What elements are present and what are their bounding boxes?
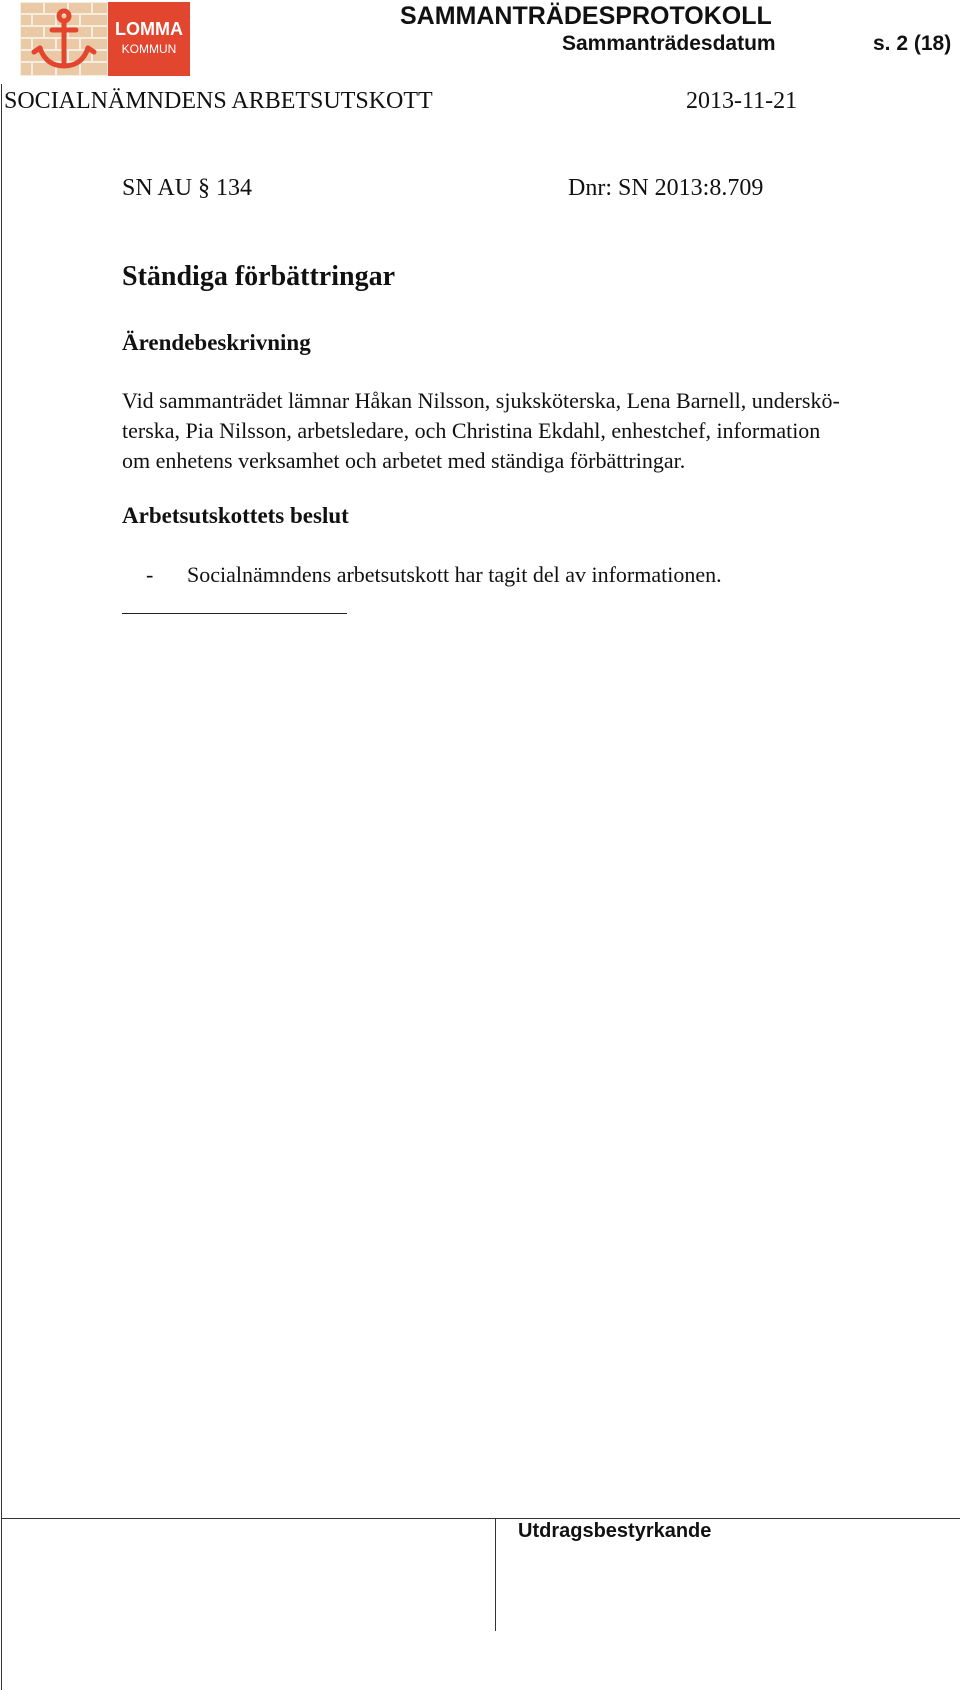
logo-line2: KOMMUN xyxy=(121,42,177,56)
description-line: om enhetens verksamhet och arbetet med ständiga förbättringar. xyxy=(122,448,686,473)
description-line: Vid sammanträdet lämnar Håkan Nilsson, sjuksköterska, Lena Barnell, underskö- xyxy=(122,388,840,413)
document-type: SAMMANTRÄDESPROTOKOLL xyxy=(400,2,772,30)
certification-label: Utdragsbestyrkande xyxy=(518,1520,712,1542)
footer-divider xyxy=(1,1518,960,1519)
diary-number: Dnr: SN 2013:8.709 xyxy=(568,175,764,201)
page-number: s. 2 (18) xyxy=(873,32,952,55)
description-heading: Ärendebeskrivning xyxy=(122,330,311,355)
item-title: Ständiga förbättringar xyxy=(122,261,395,292)
decision-bullet: - xyxy=(146,562,154,587)
left-margin-line xyxy=(1,84,2,1690)
decision-heading: Arbetsutskottets beslut xyxy=(122,503,349,528)
section-end-rule xyxy=(122,613,347,614)
decision-item: Socialnämndens arbetsutskott har tagit del av informationen. xyxy=(187,562,722,587)
municipality-logo xyxy=(20,2,190,76)
meeting-date: 2013-11-21 xyxy=(686,88,798,114)
meeting-date-label: Sammanträdesdatum xyxy=(562,32,776,55)
description-body xyxy=(122,386,922,476)
logo-line1: LOMMA xyxy=(115,19,183,39)
footer-column-divider xyxy=(495,1518,496,1631)
committee-name: SOCIALNÄMNDENS ARBETSUTSKOTT xyxy=(4,88,433,114)
paragraph-reference: SN AU § 134 xyxy=(122,175,253,201)
description-line: terska, Pia Nilsson, arbetsledare, och Christina Ekdahl, enhestchef, information xyxy=(122,418,821,443)
